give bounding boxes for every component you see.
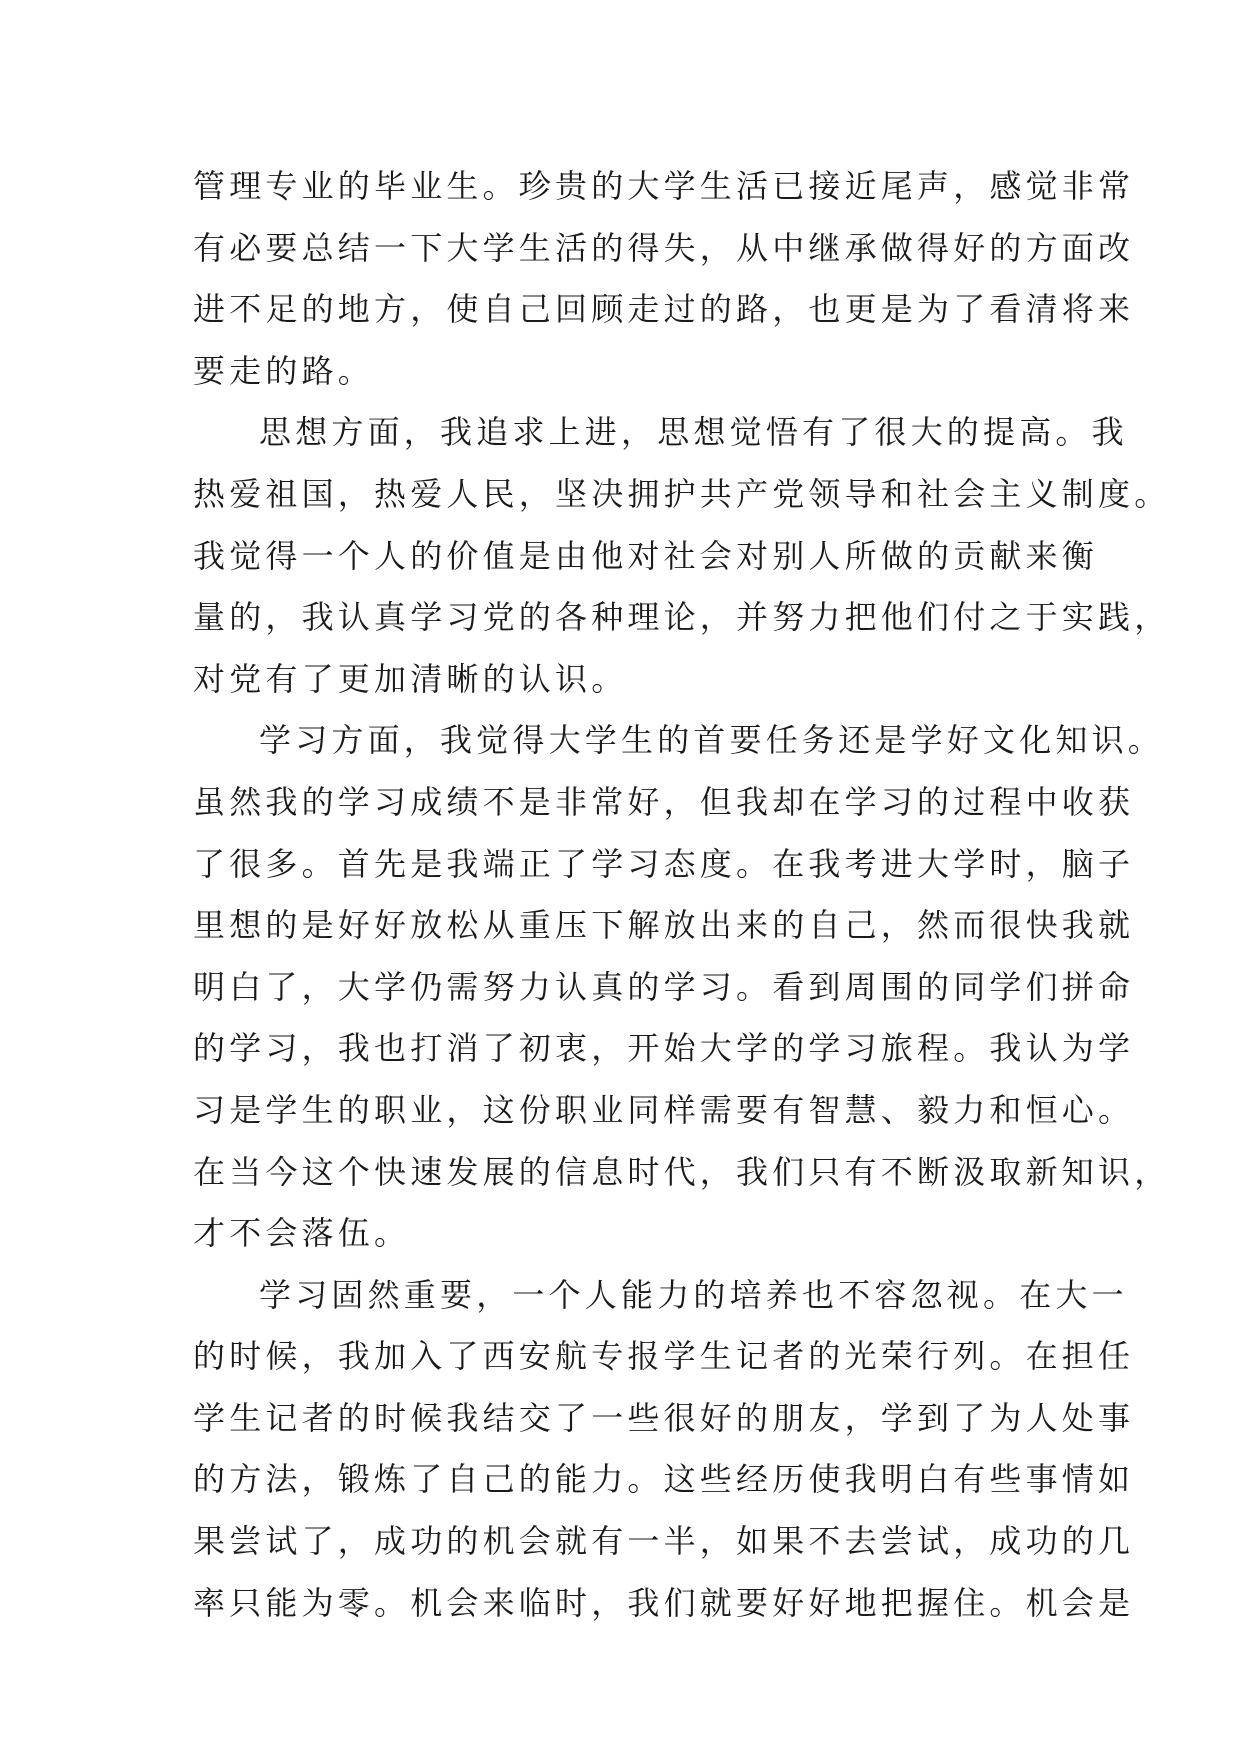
paragraph-first-line: 学习固然重要，一个人能力的培养也不容忽视。在大一 bbox=[259, 1275, 1128, 1314]
text-line: 热爱祖国，热爱人民，坚决拥护共产党领导和社会主义制度。 bbox=[193, 474, 1171, 513]
text-line: 要走的路。 bbox=[193, 351, 375, 390]
text-line: 在当今这个快速发展的信息时代，我们只有不断汲取新知识， bbox=[193, 1152, 1171, 1191]
text-line: 对党有了更加清晰的认识。 bbox=[193, 659, 628, 698]
text-line: 明白了，大学仍需努力认真的学习。看到周围的同学们拼命 bbox=[193, 967, 1135, 1006]
text-line: 量的，我认真学习党的各种理论，并努力把他们付之于实践， bbox=[193, 598, 1171, 637]
text-line: 学生记者的时候我结交了一些很好的朋友，学到了为人处事 bbox=[193, 1398, 1135, 1437]
paragraph-first-line: 学习方面，我觉得大学生的首要任务还是学好文化知识。 bbox=[259, 721, 1165, 760]
text-line: 有必要总结一下大学生活的得失，从中继承做得好的方面改 bbox=[193, 228, 1135, 267]
text-line: 我觉得一个人的价值是由他对社会对别人所做的贡献来衡 bbox=[193, 536, 1099, 575]
text-line: 的时候，我加入了西安航专报学生记者的光荣行列。在担任 bbox=[193, 1337, 1135, 1376]
text-line: 才不会落伍。 bbox=[193, 1214, 411, 1253]
text-line: 虽然我的学习成绩不是非常好，但我却在学习的过程中收获 bbox=[193, 782, 1135, 821]
document-body bbox=[193, 156, 1171, 1634]
text-line: 的学习，我也打消了初衷，开始大学的学习旅程。我认为学 bbox=[193, 1029, 1135, 1068]
text-line: 进不足的地方，使自己回顾走过的路，也更是为了看清将来 bbox=[193, 290, 1135, 329]
text-line: 习是学生的职业，这份职业同样需要有智慧、毅力和恒心。 bbox=[193, 1090, 1135, 1129]
text-line: 的方法，锻炼了自己的能力。这些经历使我明白有些事情如 bbox=[193, 1460, 1135, 1499]
text-line: 率只能为零。机会来临时，我们就要好好地把握住。机会是 bbox=[193, 1583, 1135, 1622]
text-line: 果尝试了，成功的机会就有一半，如果不去尝试，成功的几 bbox=[193, 1522, 1135, 1561]
paragraph-first-line: 思想方面，我追求上进，思想觉悟有了很大的提高。我 bbox=[259, 413, 1128, 452]
text-line: 管理专业的毕业生。珍贵的大学生活已接近尾声，感觉非常 bbox=[193, 167, 1135, 205]
text-line: 里想的是好好放松从重压下解放出来的自己，然而很快我就 bbox=[193, 906, 1135, 945]
text-line: 了很多。首先是我端正了学习态度。在我考进大学时，脑子 bbox=[193, 844, 1135, 883]
